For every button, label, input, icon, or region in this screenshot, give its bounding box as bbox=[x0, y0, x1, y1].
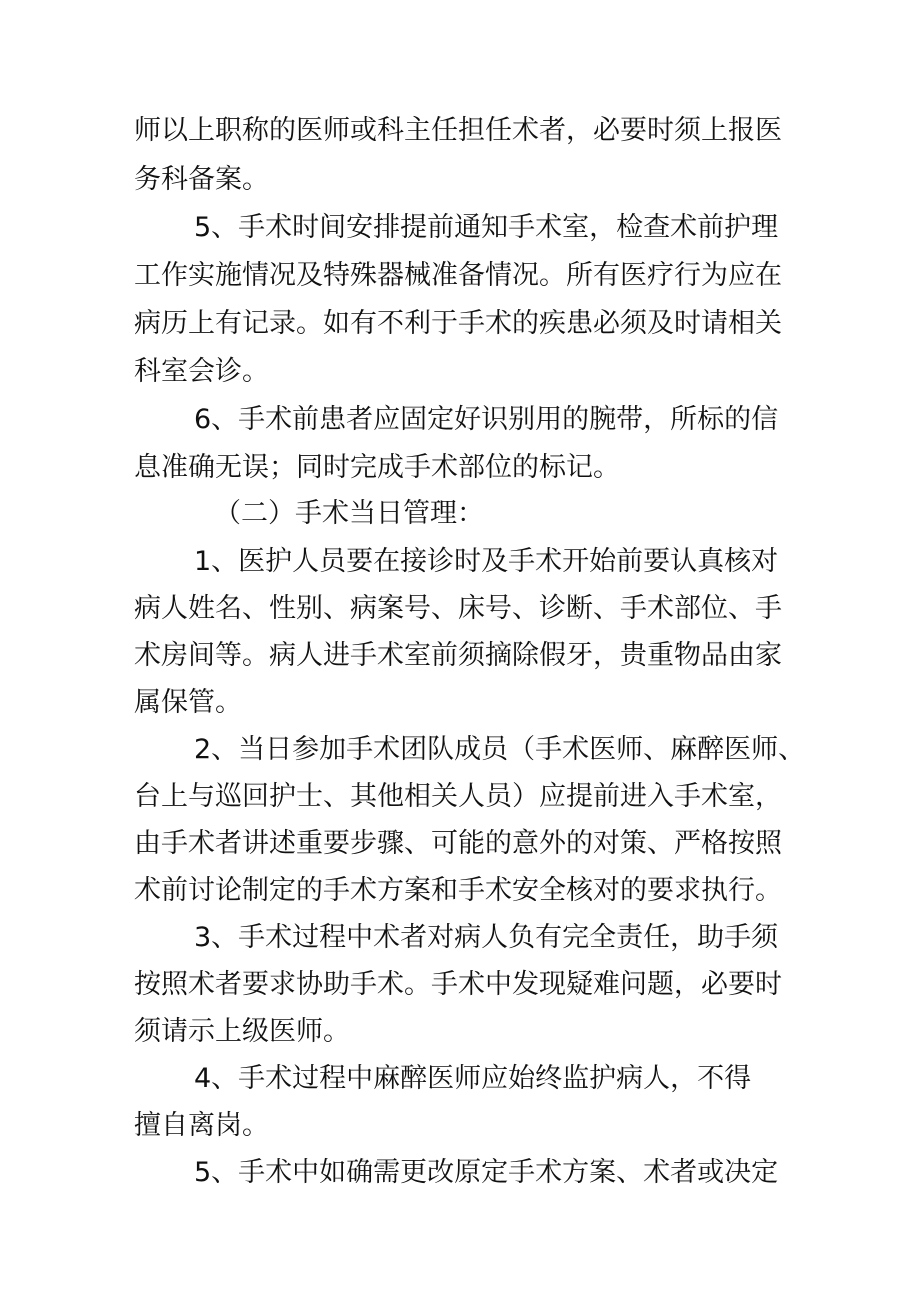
text-line: 工作实施情况及特殊器械准备情况。所有医疗行为应在 bbox=[134, 260, 782, 291]
text-line: 务科备案。 bbox=[134, 164, 269, 195]
section-heading: （二）手术当日管理： bbox=[214, 498, 484, 529]
text-line: 属保管。 bbox=[134, 687, 242, 718]
text-line: 4、手术过程中麻醉医师应始终监护病人，不得 bbox=[194, 1063, 752, 1094]
text-line: 1、医护人员要在接诊时及手术开始前要认真核对 bbox=[194, 546, 779, 577]
text-line: 2、当日参加手术团队成员（手术医师、麻醉医师、 bbox=[194, 734, 806, 765]
text-line: 病人姓名、性别、病案号、床号、诊断、手术部位、手 bbox=[134, 593, 782, 624]
text-line: 台上与巡回护士、其他相关人员）应提前进入手术室， bbox=[134, 781, 782, 812]
text-line: 息准确无误；同时完成手术部位的标记。 bbox=[134, 452, 620, 483]
text-line: 师以上职称的医师或科主任担任术者，必要时须上报医 bbox=[134, 115, 782, 146]
text-line: 由手术者讲述重要步骤、可能的意外的对策、严格按照 bbox=[134, 828, 782, 859]
text-line: 3、手术过程中术者对病人负有完全责任，助手须 bbox=[194, 922, 779, 953]
text-line: 病历上有记录。如有不利于手术的疾患必须及时请相关 bbox=[134, 308, 782, 339]
text-line: 按照术者要求协助手术。手术中发现疑难问题，必要时 bbox=[134, 969, 782, 1000]
text-line: 术前讨论制定的手术方案和手术安全核对的要求执行。 bbox=[134, 875, 782, 906]
text-line: 5、手术时间安排提前通知手术室，检查术前护理 bbox=[194, 212, 779, 243]
text-line: 科室会诊。 bbox=[134, 356, 269, 387]
text-line: 术房间等。病人进手术室前须摘除假牙，贵重物品由家 bbox=[134, 640, 782, 671]
text-line: 5、手术中如确需更改原定手术方案、术者或决定 bbox=[194, 1157, 779, 1188]
text-line: 6、手术前患者应固定好识别用的腕带，所标的信 bbox=[194, 404, 779, 435]
text-line: 须请示上级医师。 bbox=[134, 1016, 350, 1047]
text-line: 擅自离岗。 bbox=[134, 1110, 269, 1141]
